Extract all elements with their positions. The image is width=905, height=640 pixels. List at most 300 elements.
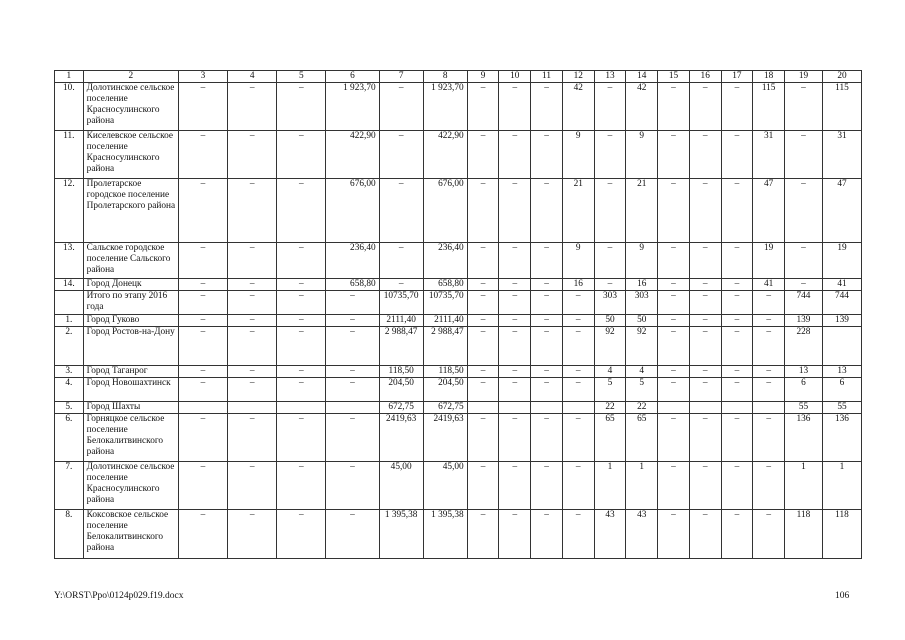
table-cell: – <box>277 279 326 291</box>
table-cell: – <box>178 131 227 179</box>
table-cell <box>178 402 227 414</box>
table-cell: – <box>562 327 594 366</box>
data-table <box>54 70 862 559</box>
table-cell: – <box>228 327 277 366</box>
table-cell: 5 <box>626 378 658 402</box>
table-cell: – <box>689 366 721 378</box>
table-cell: 47 <box>753 179 785 243</box>
header-cell: 13 <box>594 71 626 83</box>
table-cell: 6 <box>822 378 861 402</box>
table-cell: – <box>562 315 594 327</box>
table-cell: – <box>277 315 326 327</box>
table-cell: – <box>379 131 423 179</box>
table-cell: – <box>753 366 785 378</box>
table-cell: 2111,40 <box>423 315 467 327</box>
table-cell: – <box>658 179 690 243</box>
table-cell: – <box>721 366 753 378</box>
table-row <box>55 414 862 462</box>
table-cell: 118 <box>785 510 823 559</box>
table-row <box>55 378 862 402</box>
table-cell: – <box>499 131 531 179</box>
table-cell: – <box>753 414 785 462</box>
table-body <box>55 71 862 559</box>
table-cell: 92 <box>626 327 658 366</box>
table-cell: 19 <box>822 243 861 279</box>
table-cell <box>499 402 531 414</box>
table-cell: 13 <box>822 366 861 378</box>
table-cell: 1 <box>822 462 861 510</box>
table-cell: – <box>689 279 721 291</box>
table-cell: – <box>562 414 594 462</box>
table-cell: 92 <box>594 327 626 366</box>
table-cell: – <box>178 179 227 243</box>
table-cell: 658,80 <box>423 279 467 291</box>
header-cell: 19 <box>785 71 823 83</box>
table-cell: – <box>326 378 379 402</box>
table-cell: 22 <box>594 402 626 414</box>
table-cell: 9 <box>626 131 658 179</box>
table-cell <box>531 402 563 414</box>
table-cell: – <box>785 179 823 243</box>
table-cell: 16 <box>626 279 658 291</box>
table-cell: – <box>785 131 823 179</box>
table-cell: – <box>689 83 721 131</box>
header-cell: 18 <box>753 71 785 83</box>
table-cell: – <box>228 291 277 315</box>
table-row <box>55 315 862 327</box>
table-cell: 10735,70 <box>423 291 467 315</box>
table-cell: – <box>562 462 594 510</box>
table-cell: – <box>499 510 531 559</box>
table-cell: 236,40 <box>326 243 379 279</box>
table-cell: 2419,63 <box>423 414 467 462</box>
table-cell: 676,00 <box>326 179 379 243</box>
table-cell: – <box>379 279 423 291</box>
table-cell: – <box>721 279 753 291</box>
table-cell: – <box>228 243 277 279</box>
table-cell: – <box>753 462 785 510</box>
table-cell: – <box>753 315 785 327</box>
table-cell: – <box>499 179 531 243</box>
table-cell: – <box>689 378 721 402</box>
table-cell: 50 <box>626 315 658 327</box>
table-cell: 2111,40 <box>379 315 423 327</box>
table-cell: – <box>467 327 499 366</box>
footer-file-path: Y:\ORST\Ppo\0124p029.f19.docx <box>54 591 184 601</box>
table-cell: 1 <box>785 462 823 510</box>
header-cell: 3 <box>178 71 227 83</box>
table-cell: – <box>531 131 563 179</box>
municipality-name-cell: Долотинское сельское поселение Красносулинского района <box>83 462 178 510</box>
table-cell: – <box>562 378 594 402</box>
table-cell: 43 <box>626 510 658 559</box>
table-cell: – <box>531 83 563 131</box>
table-row <box>55 243 862 279</box>
table-cell: – <box>379 83 423 131</box>
table-cell: – <box>228 510 277 559</box>
footer-page-number: 106 <box>835 591 850 601</box>
header-cell: 6 <box>326 71 379 83</box>
table-cell <box>822 327 861 366</box>
table-cell: – <box>594 279 626 291</box>
table-cell: – <box>228 83 277 131</box>
table-cell: 19 <box>753 243 785 279</box>
table-cell: – <box>467 366 499 378</box>
table-cell: – <box>467 414 499 462</box>
table-cell: – <box>467 378 499 402</box>
table-row <box>55 402 862 414</box>
table-cell: – <box>178 510 227 559</box>
row-number-cell: 14. <box>55 279 84 291</box>
table-cell: – <box>228 179 277 243</box>
table-cell: – <box>467 83 499 131</box>
table-cell <box>753 402 785 414</box>
table-cell: – <box>228 315 277 327</box>
row-number-cell: 4. <box>55 378 84 402</box>
table-cell: – <box>499 327 531 366</box>
table-cell: – <box>467 243 499 279</box>
row-number-cell: 2. <box>55 327 84 366</box>
table-cell: – <box>277 366 326 378</box>
table-cell: 31 <box>822 131 861 179</box>
table-cell <box>326 402 379 414</box>
table-cell: 21 <box>562 179 594 243</box>
table-cell: – <box>658 243 690 279</box>
table-cell: – <box>277 243 326 279</box>
table-cell: – <box>658 315 690 327</box>
table-cell: 118,50 <box>379 366 423 378</box>
table-cell: – <box>721 243 753 279</box>
row-number-cell: 12. <box>55 179 84 243</box>
municipality-name-cell: Город Гуково <box>83 315 178 327</box>
table-cell: – <box>277 291 326 315</box>
table-cell: – <box>689 179 721 243</box>
table-cell: 1 923,70 <box>423 83 467 131</box>
table-cell: – <box>689 327 721 366</box>
table-cell: 4 <box>594 366 626 378</box>
table-cell: 422,90 <box>423 131 467 179</box>
table-cell: – <box>721 179 753 243</box>
table-cell: 1 <box>626 462 658 510</box>
table-cell: 50 <box>594 315 626 327</box>
header-cell: 1 <box>55 71 84 83</box>
table-cell: – <box>785 279 823 291</box>
table-cell <box>228 402 277 414</box>
row-number-cell: 3. <box>55 366 84 378</box>
table-cell: – <box>721 462 753 510</box>
table-row <box>55 131 862 179</box>
table-cell: – <box>689 462 721 510</box>
table-cell: – <box>277 179 326 243</box>
table-cell: – <box>531 510 563 559</box>
table-cell: – <box>785 83 823 131</box>
table-cell: – <box>467 179 499 243</box>
municipality-name-cell: Сальское городское поселение Сальского района <box>83 243 178 279</box>
table-cell: – <box>326 510 379 559</box>
table-cell: – <box>228 378 277 402</box>
table-cell: 676,00 <box>423 179 467 243</box>
table-cell: – <box>499 378 531 402</box>
row-number-cell: 5. <box>55 402 84 414</box>
table-cell: – <box>721 414 753 462</box>
table-cell: – <box>658 291 690 315</box>
header-cell: 16 <box>689 71 721 83</box>
table-cell: – <box>562 510 594 559</box>
table-cell: – <box>467 291 499 315</box>
table-cell: – <box>379 179 423 243</box>
row-number-cell: 13. <box>55 243 84 279</box>
table-cell: – <box>277 131 326 179</box>
table-cell: – <box>658 462 690 510</box>
table-cell: – <box>753 291 785 315</box>
table-cell: – <box>753 378 785 402</box>
table-cell: 55 <box>822 402 861 414</box>
table-cell: – <box>178 315 227 327</box>
table-cell: 139 <box>822 315 861 327</box>
table-cell: – <box>721 378 753 402</box>
header-cell: 5 <box>277 71 326 83</box>
table-row <box>55 366 862 378</box>
table-cell: – <box>467 315 499 327</box>
table-cell: – <box>594 243 626 279</box>
table-cell: – <box>277 327 326 366</box>
table-cell: – <box>658 131 690 179</box>
table-cell: – <box>594 179 626 243</box>
municipality-name-cell: Город Ростов-на-Дону <box>83 327 178 366</box>
table-cell: – <box>531 315 563 327</box>
table-cell: 204,50 <box>423 378 467 402</box>
table-cell: – <box>178 243 227 279</box>
table-cell: – <box>228 279 277 291</box>
table-cell: – <box>689 131 721 179</box>
table-cell: – <box>326 291 379 315</box>
table-cell <box>721 402 753 414</box>
table-cell: – <box>531 462 563 510</box>
header-cell: 8 <box>423 71 467 83</box>
table-cell: 45,00 <box>423 462 467 510</box>
table-row <box>55 462 862 510</box>
municipality-name-cell: Город Новошахтинск <box>83 378 178 402</box>
header-cell: 10 <box>499 71 531 83</box>
row-number-cell: 11. <box>55 131 84 179</box>
row-number-cell: 10. <box>55 83 84 131</box>
header-cell: 14 <box>626 71 658 83</box>
table-cell: – <box>277 83 326 131</box>
table-cell: – <box>658 414 690 462</box>
row-number-cell <box>55 291 84 315</box>
table-cell: – <box>178 291 227 315</box>
table-cell: 6 <box>785 378 823 402</box>
header-cell: 11 <box>531 71 563 83</box>
table-cell: – <box>277 378 326 402</box>
table-cell: – <box>689 315 721 327</box>
table-cell: – <box>658 83 690 131</box>
table-cell: – <box>753 510 785 559</box>
table-cell: 139 <box>785 315 823 327</box>
table-cell: – <box>499 291 531 315</box>
table-cell: 43 <box>594 510 626 559</box>
table-cell: 31 <box>753 131 785 179</box>
table-cell: 16 <box>562 279 594 291</box>
table-cell: – <box>277 462 326 510</box>
table-cell: 4 <box>626 366 658 378</box>
table-cell: – <box>531 366 563 378</box>
table-cell: 1 395,38 <box>379 510 423 559</box>
table-cell: – <box>178 414 227 462</box>
table-cell: – <box>178 378 227 402</box>
table-cell: – <box>658 327 690 366</box>
table-cell: – <box>531 378 563 402</box>
table-cell: 303 <box>594 291 626 315</box>
table-cell: – <box>277 510 326 559</box>
table-cell: – <box>785 243 823 279</box>
table-cell: – <box>689 243 721 279</box>
table-cell: – <box>658 366 690 378</box>
table-cell: – <box>178 462 227 510</box>
table-cell <box>658 402 690 414</box>
table-cell: – <box>499 366 531 378</box>
table-cell: 65 <box>626 414 658 462</box>
row-number-cell: 7. <box>55 462 84 510</box>
municipality-name-cell: Итого по этапу 2016 года <box>83 291 178 315</box>
table-cell: 118 <box>822 510 861 559</box>
table-cell: 303 <box>626 291 658 315</box>
table-cell: 9 <box>562 243 594 279</box>
table-cell: – <box>467 462 499 510</box>
table-cell: 42 <box>626 83 658 131</box>
table-cell <box>689 402 721 414</box>
table-cell: – <box>753 327 785 366</box>
table-cell: – <box>562 366 594 378</box>
table-cell: 22 <box>626 402 658 414</box>
row-number-cell: 6. <box>55 414 84 462</box>
table-row <box>55 279 862 291</box>
table-cell: 204,50 <box>379 378 423 402</box>
municipality-name-cell: Горняцкое сельское поселение Белокалитвинского района <box>83 414 178 462</box>
table-row <box>55 327 862 366</box>
table-cell: 136 <box>785 414 823 462</box>
table-cell: 115 <box>822 83 861 131</box>
table-cell: – <box>499 414 531 462</box>
table-cell: 658,80 <box>326 279 379 291</box>
table-cell: 55 <box>785 402 823 414</box>
table-cell: – <box>594 83 626 131</box>
table-cell: – <box>531 327 563 366</box>
table-cell: 21 <box>626 179 658 243</box>
table-row <box>55 179 862 243</box>
table-cell: – <box>379 243 423 279</box>
table-cell: 47 <box>822 179 861 243</box>
municipality-name-cell: Киселевское сельское поселение Красносулинского района <box>83 131 178 179</box>
table-cell: – <box>326 414 379 462</box>
table-cell: – <box>467 131 499 179</box>
table-row <box>55 83 862 131</box>
table-cell <box>467 402 499 414</box>
table-cell: – <box>467 510 499 559</box>
municipality-name-cell: Город Таганрог <box>83 366 178 378</box>
table-cell: 9 <box>562 131 594 179</box>
header-cell: 4 <box>228 71 277 83</box>
table-cell <box>562 402 594 414</box>
table-cell: – <box>228 131 277 179</box>
table-cell: 422,90 <box>326 131 379 179</box>
table-cell: – <box>228 462 277 510</box>
table-cell: 2 988,47 <box>423 327 467 366</box>
table-cell: – <box>326 462 379 510</box>
header-row <box>55 71 862 83</box>
municipality-name-cell: Коксовское сельское поселение Белокалитвинского района <box>83 510 178 559</box>
table-cell: 45,00 <box>379 462 423 510</box>
table-cell: – <box>594 131 626 179</box>
table-cell: 65 <box>594 414 626 462</box>
table-cell: 10735,70 <box>379 291 423 315</box>
table-cell: – <box>228 414 277 462</box>
table-cell: – <box>721 315 753 327</box>
table-cell: – <box>499 83 531 131</box>
table-cell <box>277 402 326 414</box>
table-cell: 136 <box>822 414 861 462</box>
table-cell: – <box>658 510 690 559</box>
table-cell: – <box>178 279 227 291</box>
table-row <box>55 510 862 559</box>
table-cell: – <box>178 83 227 131</box>
table-cell: 672,75 <box>379 402 423 414</box>
table-cell: 41 <box>822 279 861 291</box>
table-cell: 42 <box>562 83 594 131</box>
table-cell: 744 <box>785 291 823 315</box>
municipality-name-cell: Город Донецк <box>83 279 178 291</box>
table-cell: – <box>689 510 721 559</box>
header-cell: 9 <box>467 71 499 83</box>
header-cell: 7 <box>379 71 423 83</box>
table-cell: – <box>228 366 277 378</box>
table-cell: 2419,63 <box>379 414 423 462</box>
table-cell: 228 <box>785 327 823 366</box>
table-cell: – <box>531 414 563 462</box>
table-cell: – <box>721 131 753 179</box>
table-cell: – <box>689 291 721 315</box>
header-cell: 20 <box>822 71 861 83</box>
table-cell: – <box>178 366 227 378</box>
table-cell: – <box>178 327 227 366</box>
table-cell: 41 <box>753 279 785 291</box>
table-cell: – <box>531 291 563 315</box>
table-cell: 5 <box>594 378 626 402</box>
table-cell: 115 <box>753 83 785 131</box>
table-cell: – <box>658 378 690 402</box>
header-cell: 15 <box>658 71 690 83</box>
table-cell: 1 395,38 <box>423 510 467 559</box>
table-cell: – <box>499 279 531 291</box>
table-cell: 744 <box>822 291 861 315</box>
table-cell: – <box>531 279 563 291</box>
header-cell: 12 <box>562 71 594 83</box>
table-cell: – <box>499 315 531 327</box>
table-cell: – <box>531 179 563 243</box>
table-cell: – <box>277 414 326 462</box>
header-cell: 17 <box>721 71 753 83</box>
table-cell: – <box>531 243 563 279</box>
table-cell: – <box>562 291 594 315</box>
table-cell: – <box>326 327 379 366</box>
table-cell: – <box>467 279 499 291</box>
municipality-name-cell: Долотинское сельское поселение Красносулинского района <box>83 83 178 131</box>
table-row <box>55 291 862 315</box>
table-cell: – <box>499 243 531 279</box>
table-cell: – <box>721 291 753 315</box>
table-cell: – <box>689 414 721 462</box>
row-number-cell: 1. <box>55 315 84 327</box>
